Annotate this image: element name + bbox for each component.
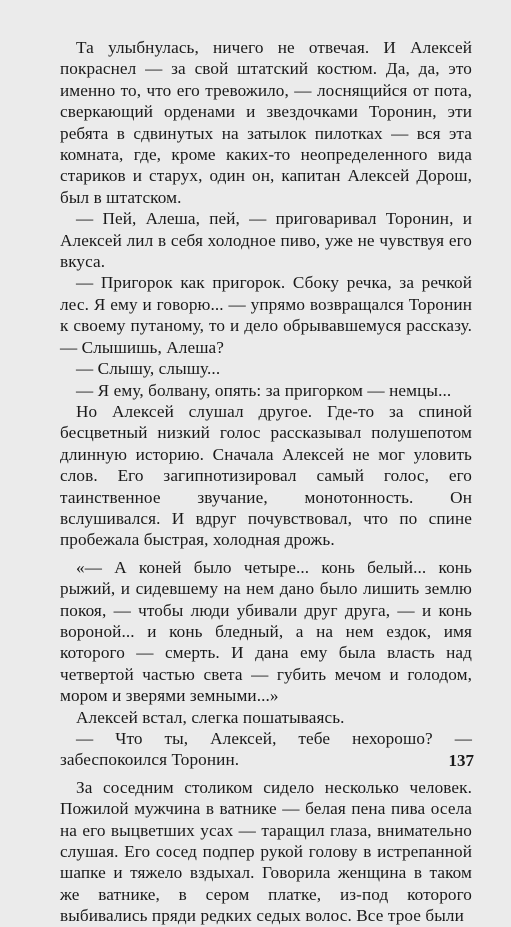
paragraph: — Пей, Алеша, пей, — приговаривал Торонин, и Алексей лил в себя холодное пиво, уже не чувствуя его вкуса. <box>60 209 472 272</box>
page-body-text <box>60 37 472 927</box>
paragraph: «— А коней было четыре... конь белый... конь рыжий, и сидевшему на нем дано было лишить землю покоя, — чтобы люди убивали друг друга, — и конь вороной... и конь бледный, а на нем ездок, имя которого — смерть. И дана ему была власть над четвертой частью света — губить мечом и голодом, мором и зверями земными...» <box>60 557 472 706</box>
paragraph: — Что ты, Алексей, тебе нехорошо? — забеспокоился Торонин. <box>60 729 472 770</box>
paragraph: Та улыбнулась, ничего не отвечая. И Алексей покраснел — за свой штатский костюм. Да, да, это именно то, что его тревожило, — лоснящийся от пота, сверкающий орденами и звездочками Торонин, эти ребята в сдвинутых на затылок пилотках — вся эта комната, где, кроме каких-то неопределенного вида стариков и старух, один он, капитан Алексей Дорош, был в штатском. <box>60 38 472 207</box>
paragraph: — Пригорок как пригорок. Сбоку речка, за речкой лес. Я ему и говорю... — упрямо возвращался Торонин к своему путаному, то и дело обрывавшемуся рассказу. — Слышишь, Алеша? <box>60 273 472 357</box>
paragraph: — Слышу, слышу... <box>76 359 221 379</box>
paragraph: Но Алексей слушал другое. Где-то за спиной бесцветный низкий голос рассказывал полушепотом длинную историю. Сначала Алексей не мог уловить слов. Его загипнотизировал самый голос, его таинственное звучание, монотонность. Он вслушивался. И вдруг почувствовал, что по спине пробежала быстрая, холодная дрожь. <box>60 401 472 550</box>
paragraph: За соседним столиком сидело несколько человек. Пожилой мужчина в ватнике — белая пена пива осела на его выцветших усах — таращил глаза, внимательно слушая. Его сосед подпер рукой голову в истрепанной шапке и тяжело вздыхал. Говорила женщина в таком же ватнике, в сером платке, из-под которого выбивались пряди редких седых волос. Все трое были <box>60 777 472 926</box>
paragraph: — Я ему, болвану, опять: за пригорком — немцы... <box>76 380 452 400</box>
page-number: 137 <box>448 751 474 770</box>
paragraph: Алексей встал, слегка пошатываясь. <box>76 707 345 727</box>
